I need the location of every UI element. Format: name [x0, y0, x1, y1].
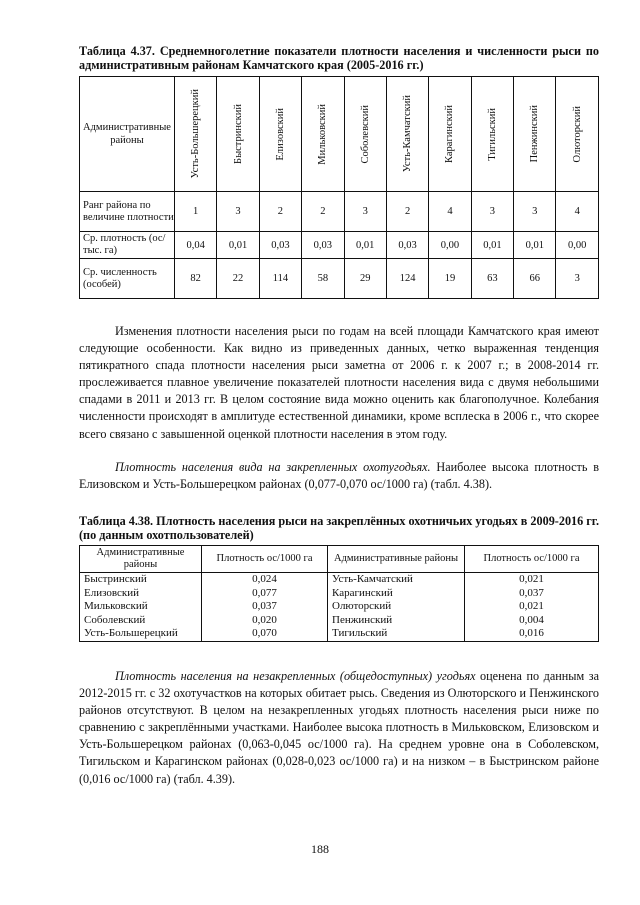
paragraph-2-italic: Плотность населения вида на закрепленных охотугодьях.: [115, 460, 431, 474]
table1-district-header: [429, 77, 471, 192]
paragraph-3-text: оценена по данным за 2012-2015 гг. с 32 охотучастков на которых обитает рысь. Сведения из Олюторского и Пенжинского районов отсутствуют. В целом на незакрепленных угодьях плотность населения рыси ниже по сравнению с закреплёнными участками. Наиболее высока плотность в Мильковском, Елизовском и Усть-Большерецком районах (0,063-0,045 ос/1000 га). На среднем уровне она в Соболевском, Тигильском и Карагинском районах (0,028-0,023 ос/1000 га) и на низком – в Быстринском районе (0,016 ос/1000 га) (табл. 4.39).: [79, 669, 599, 786]
table1-header-label: [80, 77, 175, 192]
district-name: Быстринский: [232, 104, 244, 164]
table1-district-header: [556, 77, 599, 192]
row-label: Ранг района по величине плотности: [80, 192, 175, 232]
cell: 3: [471, 192, 513, 232]
cell: 58: [302, 259, 344, 299]
district-name: Олюторский: [571, 105, 583, 163]
cell: 0,037: [202, 600, 328, 614]
cell: 2: [386, 192, 428, 232]
cell: Усть-Большерецкий: [80, 627, 202, 641]
table1-district-header: [259, 77, 301, 192]
table1-district-header: [217, 77, 259, 192]
cell: 3: [556, 259, 599, 299]
cell: Мильковский: [80, 600, 202, 614]
cell: 0,020: [202, 614, 328, 628]
table1-district-header: [471, 77, 513, 192]
page-number: 188: [311, 842, 329, 856]
row-label: Ср. плотность (ос/тыс. га): [80, 232, 175, 259]
table2-caption: Таблица 4.38. Плотность населения рыси на закреплённых охотничьих угодьях в 2009-2016 гг. (по данным охотпользователей): [79, 514, 600, 542]
district-name: Соболевский: [359, 104, 371, 164]
table-row: [80, 600, 599, 614]
cell: Пенжинский: [328, 614, 465, 628]
cell: 0,021: [465, 600, 599, 614]
cell: Быстринский: [80, 573, 202, 587]
cell: 1: [174, 192, 216, 232]
table1-district-header: [174, 77, 216, 192]
table1-row-density: [80, 232, 599, 259]
cell: 0,00: [429, 232, 471, 259]
table-row: [80, 587, 599, 601]
table1-district-header: [386, 77, 428, 192]
district-name: Пенжинский: [529, 105, 541, 163]
table1-row-rank: [80, 192, 599, 232]
cell: Тигильский: [328, 627, 465, 641]
cell: 0,016: [465, 627, 599, 641]
cell: 29: [344, 259, 386, 299]
cell: 124: [386, 259, 428, 299]
paragraph-2-text: Наиболее высока плотность в Елизовском и Усть-Большерецком районах (0,077-0,070 ос/1000 га) (табл. 4.38).: [79, 460, 599, 492]
cell: 0,01: [514, 232, 556, 259]
paragraph-1: [79, 323, 599, 443]
district-name: Усть-Камчатский: [402, 95, 414, 173]
table2-header: Административные районы: [328, 546, 465, 573]
cell: 0,070: [202, 627, 328, 641]
district-name: Карагинский: [444, 105, 456, 163]
cell: 4: [429, 192, 471, 232]
cell: 0,00: [556, 232, 599, 259]
table2: [79, 545, 599, 642]
cell: Соболевский: [80, 614, 202, 628]
cell: 0,01: [217, 232, 259, 259]
paragraph-2: [79, 459, 599, 493]
cell: 0,03: [302, 232, 344, 259]
cell: 0,03: [386, 232, 428, 259]
cell: 2: [302, 192, 344, 232]
row-label: Ср. численность (особей): [80, 259, 175, 299]
table1-district-header: [514, 77, 556, 192]
cell: 66: [514, 259, 556, 299]
district-name: Елизовский: [274, 107, 286, 161]
cell: 82: [174, 259, 216, 299]
cell: 3: [217, 192, 259, 232]
district-name: Тигильский: [486, 107, 498, 161]
table1-header-label-text: Административные районы: [83, 122, 171, 146]
cell: 0,01: [471, 232, 513, 259]
table1-header-row: [80, 77, 599, 192]
district-name: Мильковский: [317, 103, 329, 165]
cell: 0,037: [465, 587, 599, 601]
table2-header: Административные районы: [80, 546, 202, 573]
cell: Усть-Камчатский: [328, 573, 465, 587]
table1-caption: Таблица 4.37. Среднемноголетние показатели плотности населения и численности рыси по административным районам Камчатского края (2005-2016 гг.): [79, 44, 599, 72]
district-name: Усть-Большерецкий: [190, 89, 202, 179]
paragraph-1-text: Изменения плотности населения рыси по годам на всей площади Камчатского края имеют следующие особенности. Как видно из приведенных данных, четко выраженная тенденция пятикратного спада плотности населения рыси заметна от 2006 г. к 2007 г.; в 2008-2014 гг. прослеживается плавное увеличение показателей плотности населения вида с двумя небольшими спадами в 2011 и 2013 гг. В целом состояние вида можно оценить как благополучное. Колебания численности происходят в амплитуде естественной динамики, кроме всплеска в 2006 г., что скорее всего связано с завышенной оценкой плотности населения в этом году.: [79, 324, 599, 441]
cell: 0,01: [344, 232, 386, 259]
cell: 0,077: [202, 587, 328, 601]
table1-row-count: [80, 259, 599, 299]
table2-header: Плотность ос/1000 га: [465, 546, 599, 573]
table2-header-row: [80, 546, 599, 573]
cell: 0,024: [202, 573, 328, 587]
cell: 4: [556, 192, 599, 232]
table1-district-header: [302, 77, 344, 192]
table-row: [80, 627, 599, 641]
cell: 3: [344, 192, 386, 232]
paragraph-3: [79, 668, 599, 788]
cell: 22: [217, 259, 259, 299]
cell: 0,004: [465, 614, 599, 628]
cell: 114: [259, 259, 301, 299]
table2-header: Плотность ос/1000 га: [202, 546, 328, 573]
cell: 0,021: [465, 573, 599, 587]
cell: 19: [429, 259, 471, 299]
table1-district-header: [344, 77, 386, 192]
cell: 2: [259, 192, 301, 232]
cell: 0,04: [174, 232, 216, 259]
cell: 0,03: [259, 232, 301, 259]
cell: 63: [471, 259, 513, 299]
cell: Карагинский: [328, 587, 465, 601]
table-row: [80, 573, 599, 587]
cell: 3: [514, 192, 556, 232]
cell: Елизовский: [80, 587, 202, 601]
table1: [79, 76, 599, 299]
table-row: [80, 614, 599, 628]
paragraph-3-italic: Плотность населения на незакрепленных (общедоступных) угодьях: [115, 669, 476, 683]
cell: Олюторский: [328, 600, 465, 614]
